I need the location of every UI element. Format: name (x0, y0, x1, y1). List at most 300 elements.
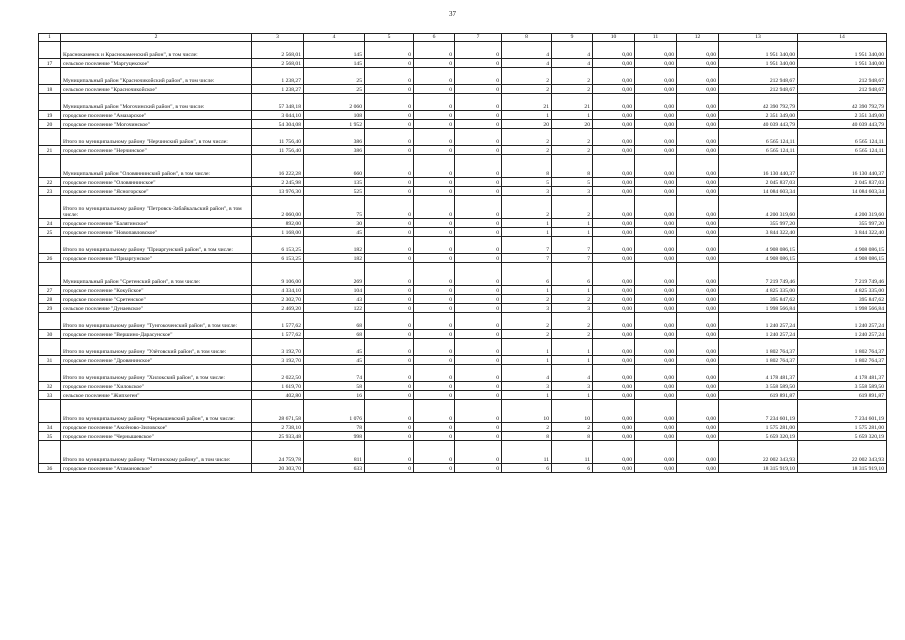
row-index-cell (39, 237, 61, 254)
value-cell: 1 577,62 (252, 330, 304, 339)
value-cell: 75 (304, 196, 365, 219)
value-cell: 0,00 (593, 304, 635, 313)
value-cell: 78 (304, 423, 365, 432)
value-cell: 0,00 (677, 356, 719, 365)
value-cell: 11 (552, 441, 593, 464)
value-cell: 0,00 (635, 313, 677, 330)
value-cell: 6 (502, 263, 552, 286)
value-cell: 0,00 (677, 391, 719, 400)
value-cell: 1 998 566,84 (719, 304, 798, 313)
value-cell: 0 (414, 295, 455, 304)
value-cell: 0,00 (635, 129, 677, 146)
value-cell: 0,00 (593, 196, 635, 219)
value-cell: 4 (552, 365, 593, 382)
value-cell: 0,00 (677, 219, 719, 228)
value-cell: 0,00 (593, 365, 635, 382)
value-cell: 1 575 281,00 (719, 423, 798, 432)
column-number-cell: 14 (798, 34, 887, 42)
value-cell: 1 802 764,37 (719, 356, 798, 365)
value-cell: 4 825 335,00 (719, 286, 798, 295)
value-cell: 0 (455, 254, 502, 263)
value-cell: 2 351 349,00 (798, 111, 887, 120)
value-cell: 6 (552, 263, 593, 286)
municipality-name-cell: Муниципальный район "Могочинский район", в том числе: (61, 94, 252, 111)
value-cell: 0,00 (635, 111, 677, 120)
value-cell: 0 (414, 286, 455, 295)
value-cell: 386 (304, 129, 365, 146)
municipality-name-cell: сельское поселение "Дунаевское" (61, 304, 252, 313)
value-cell: 7 219 749,46 (798, 263, 887, 286)
value-cell: 892,00 (252, 219, 304, 228)
municipality-name-cell: сельское поселение "Красночикойское" (61, 85, 252, 94)
value-cell: 0 (455, 219, 502, 228)
value-cell: 0,00 (593, 178, 635, 187)
value-cell: 0 (455, 304, 502, 313)
value-cell: 45 (304, 339, 365, 356)
value-cell: 1 (552, 219, 593, 228)
value-cell: 0 (414, 339, 455, 356)
value-cell: 108 (304, 111, 365, 120)
value-cell: 0,00 (593, 295, 635, 304)
value-cell: 7 (552, 254, 593, 263)
value-cell: 0,00 (635, 432, 677, 441)
value-cell: 0 (365, 68, 414, 85)
value-cell: 0 (455, 178, 502, 187)
table-row (39, 356, 887, 365)
municipality-name-cell: городское поселение "Нерчинское" (61, 146, 252, 155)
value-cell: 0,00 (677, 129, 719, 146)
value-cell: 0,00 (677, 441, 719, 464)
table-row (39, 330, 887, 339)
value-cell: 6 565 124,11 (719, 146, 798, 155)
table-row (39, 339, 887, 356)
value-cell: 2 (502, 330, 552, 339)
value-cell: 0 (414, 68, 455, 85)
value-cell: 1 168,00 (252, 228, 304, 237)
value-cell: 13 976,30 (252, 187, 304, 196)
municipality-name-cell: городское поселение "Чернышевское" (61, 432, 252, 441)
value-cell: 0 (414, 42, 455, 59)
value-cell: 0 (365, 59, 414, 68)
value-cell: 0 (365, 146, 414, 155)
row-index-cell: 29 (39, 304, 61, 313)
value-cell: 0 (365, 464, 414, 473)
table-row (39, 441, 887, 464)
value-cell: 1 951 340,00 (719, 42, 798, 59)
value-cell: 0 (414, 228, 455, 237)
value-cell: 0 (414, 263, 455, 286)
value-cell: 269 (304, 263, 365, 286)
value-cell: 2 469,20 (252, 304, 304, 313)
municipality-name-cell: Итого по муниципальному району "Чернышевский район", в том числе: (61, 400, 252, 423)
value-cell: 0,00 (677, 42, 719, 59)
value-cell: 0 (455, 146, 502, 155)
table-row (39, 68, 887, 85)
value-cell: 0 (365, 356, 414, 365)
value-cell: 0 (365, 228, 414, 237)
value-cell: 21 (502, 94, 552, 111)
value-cell: 0,00 (677, 304, 719, 313)
value-cell: 0 (365, 120, 414, 129)
value-cell: 4 825 335,00 (798, 286, 887, 295)
value-cell: 0,00 (677, 400, 719, 423)
value-cell: 0 (365, 295, 414, 304)
value-cell: 998 (304, 432, 365, 441)
municipality-name-cell: Итого по муниципальному району "Приаргунский район", в том числе: (61, 237, 252, 254)
value-cell: 14 084 603,34 (719, 187, 798, 196)
value-cell: 0,00 (635, 464, 677, 473)
value-cell: 0 (455, 295, 502, 304)
value-cell: 0 (365, 391, 414, 400)
value-cell: 212 948,67 (798, 68, 887, 85)
value-cell: 6 153,25 (252, 254, 304, 263)
municipality-name-cell: городское поселение "Кокуйское" (61, 286, 252, 295)
value-cell: 2 060,00 (252, 196, 304, 219)
column-number-cell: 5 (365, 34, 414, 42)
municipality-name-cell: Итого по муниципальному району "Петровск-Забайкальский район", в том числе: (61, 196, 252, 219)
value-cell: 0,00 (593, 94, 635, 111)
value-cell: 1 951 340,00 (798, 59, 887, 68)
value-cell: 0,00 (593, 263, 635, 286)
value-cell: 30 (304, 219, 365, 228)
value-cell: 2 245,98 (252, 178, 304, 187)
column-number-cell: 2 (61, 34, 252, 42)
value-cell: 0 (414, 382, 455, 391)
value-cell: 9 106,00 (252, 263, 304, 286)
value-cell: 0,00 (593, 85, 635, 94)
value-cell: 22 002 343,93 (798, 441, 887, 464)
row-index-cell: 20 (39, 120, 61, 129)
value-cell: 2 (552, 330, 593, 339)
value-cell: 1 238,27 (252, 85, 304, 94)
value-cell: 0 (455, 187, 502, 196)
value-cell: 0 (414, 219, 455, 228)
value-cell: 0,00 (593, 313, 635, 330)
value-cell: 11 756,40 (252, 146, 304, 155)
value-cell: 4 908 086,15 (798, 254, 887, 263)
value-cell: 0 (455, 432, 502, 441)
value-cell: 0 (414, 120, 455, 129)
municipality-name-cell: городское поселение "Аксёново-Зиловское" (61, 423, 252, 432)
row-index-cell: 19 (39, 111, 61, 120)
value-cell: 6 565 124,11 (798, 129, 887, 146)
row-index-cell (39, 129, 61, 146)
municipality-name-cell: городское поселение "Сретенское" (61, 295, 252, 304)
value-cell: 0,00 (677, 464, 719, 473)
value-cell: 0,00 (635, 178, 677, 187)
value-cell: 355 997,20 (719, 219, 798, 228)
value-cell: 0,00 (635, 286, 677, 295)
value-cell: 2 (502, 295, 552, 304)
value-cell: 43 (304, 295, 365, 304)
value-cell: 0,00 (593, 432, 635, 441)
value-cell: 0 (414, 196, 455, 219)
value-cell: 0 (365, 85, 414, 94)
value-cell: 16 130 440,37 (798, 155, 887, 178)
value-cell: 0 (455, 313, 502, 330)
municipality-name-cell: городское поселение "Хилокское" (61, 382, 252, 391)
value-cell: 1 998 566,84 (798, 304, 887, 313)
value-cell: 2 (552, 85, 593, 94)
value-cell: 3 844 322,40 (798, 228, 887, 237)
value-cell: 0,00 (593, 146, 635, 155)
value-cell: 16 222,28 (252, 155, 304, 178)
value-cell: 1 (502, 228, 552, 237)
row-index-cell: 22 (39, 178, 61, 187)
value-cell: 58 (304, 382, 365, 391)
column-number-cell: 1 (39, 34, 61, 42)
value-cell: 7 234 601,19 (719, 400, 798, 423)
value-cell: 10 (502, 400, 552, 423)
value-cell: 40 039 443,79 (798, 120, 887, 129)
value-cell: 0,00 (635, 228, 677, 237)
row-index-cell: 33 (39, 391, 61, 400)
value-cell: 525 (304, 187, 365, 196)
value-cell: 1 (502, 391, 552, 400)
value-cell: 18 315 919,10 (798, 464, 887, 473)
table-row (39, 313, 887, 330)
row-index-cell (39, 441, 61, 464)
value-cell: 0,00 (677, 85, 719, 94)
value-cell: 0,00 (593, 228, 635, 237)
row-index-cell (39, 313, 61, 330)
value-cell: 28 671,58 (252, 400, 304, 423)
value-cell: 0,00 (635, 365, 677, 382)
row-index-cell: 35 (39, 432, 61, 441)
value-cell: 0 (365, 155, 414, 178)
value-cell: 42 390 792,79 (719, 94, 798, 111)
value-cell: 0,00 (593, 391, 635, 400)
row-index-cell (39, 68, 61, 85)
municipality-name-cell: Краснокаменск и Краснокаменский район", в том числе: (61, 42, 252, 59)
value-cell: 1 619,70 (252, 382, 304, 391)
value-cell: 2 302,70 (252, 295, 304, 304)
value-cell: 0 (414, 400, 455, 423)
value-cell: 6 (552, 464, 593, 473)
value-cell: 24 759,78 (252, 441, 304, 464)
value-cell: 4 200 319,60 (798, 196, 887, 219)
value-cell: 5 659 320,19 (719, 432, 798, 441)
value-cell: 4 200 319,60 (719, 196, 798, 219)
value-cell: 619 891,87 (798, 391, 887, 400)
value-cell: 0,00 (635, 382, 677, 391)
row-index-cell (39, 263, 61, 286)
table-row (39, 432, 887, 441)
value-cell: 8 (502, 432, 552, 441)
value-cell: 5 659 320,19 (798, 432, 887, 441)
value-cell: 619 891,87 (719, 391, 798, 400)
value-cell: 386 (304, 146, 365, 155)
value-cell: 1 (552, 286, 593, 295)
table-header (39, 34, 887, 42)
column-number-cell: 4 (304, 34, 365, 42)
value-cell: 1 (552, 339, 593, 356)
value-cell: 0,00 (635, 146, 677, 155)
value-cell: 54 304,08 (252, 120, 304, 129)
value-cell: 16 130 440,37 (719, 155, 798, 178)
value-cell: 45 (304, 356, 365, 365)
value-cell: 0,00 (635, 254, 677, 263)
value-cell: 0 (365, 313, 414, 330)
value-cell: 8 (552, 155, 593, 178)
value-cell: 145 (304, 42, 365, 59)
column-number-cell: 7 (455, 34, 502, 42)
value-cell: 0 (455, 382, 502, 391)
value-cell: 2 (502, 146, 552, 155)
value-cell: 0 (414, 85, 455, 94)
row-index-cell (39, 155, 61, 178)
value-cell: 14 084 603,34 (798, 187, 887, 196)
value-cell: 25 (304, 85, 365, 94)
value-cell: 7 (502, 254, 552, 263)
value-cell: 0,00 (677, 196, 719, 219)
value-cell: 0 (414, 356, 455, 365)
value-cell: 1 (502, 356, 552, 365)
value-cell: 0 (365, 254, 414, 263)
municipality-name-cell: городское поселение "Новопавловское" (61, 228, 252, 237)
column-number-cell: 12 (677, 34, 719, 42)
value-cell: 0,00 (593, 129, 635, 146)
table-body (39, 42, 887, 473)
value-cell: 0,00 (635, 68, 677, 85)
value-cell: 0,00 (593, 120, 635, 129)
value-cell: 0,00 (635, 237, 677, 254)
value-cell: 1 238,27 (252, 68, 304, 85)
value-cell: 3 192,70 (252, 339, 304, 356)
value-cell: 0,00 (635, 423, 677, 432)
value-cell: 0,00 (635, 295, 677, 304)
value-cell: 7 219 749,46 (719, 263, 798, 286)
value-cell: 212 948,67 (719, 85, 798, 94)
value-cell: 0,00 (593, 68, 635, 85)
value-cell: 0 (414, 432, 455, 441)
value-cell: 0 (455, 400, 502, 423)
table-row (39, 423, 887, 432)
value-cell: 2 568,01 (252, 42, 304, 59)
value-cell: 0 (365, 400, 414, 423)
table-row (39, 286, 887, 295)
value-cell: 0 (414, 254, 455, 263)
municipality-name-cell: Итого по муниципальному району "Тунгокоченский район", в том числе: (61, 313, 252, 330)
value-cell: 2 022,50 (252, 365, 304, 382)
value-cell: 0,00 (593, 237, 635, 254)
value-cell: 0 (455, 85, 502, 94)
value-cell: 0 (455, 228, 502, 237)
value-cell: 0,00 (593, 441, 635, 464)
value-cell: 0,00 (677, 286, 719, 295)
table-row (39, 228, 887, 237)
municipality-name-cell: Муниципальный район "Красночикойский район", в том числе: (61, 68, 252, 85)
table-row (39, 382, 887, 391)
value-cell: 2 060 (304, 94, 365, 111)
value-cell: 0,00 (593, 356, 635, 365)
value-cell: 42 390 792,79 (798, 94, 887, 111)
value-cell: 4 908 086,15 (719, 254, 798, 263)
value-cell: 0,00 (635, 155, 677, 178)
value-cell: 3 (502, 382, 552, 391)
value-cell: 0,00 (635, 304, 677, 313)
value-cell: 0 (365, 330, 414, 339)
value-cell: 0,00 (635, 330, 677, 339)
value-cell: 0,00 (677, 313, 719, 330)
municipality-name-cell: Муниципальный район "Сретенский район", в том числе: (61, 263, 252, 286)
value-cell: 3 844 322,40 (719, 228, 798, 237)
value-cell: 1 575 281,00 (798, 423, 887, 432)
row-index-cell: 21 (39, 146, 61, 155)
table-row (39, 304, 887, 313)
value-cell: 6 565 124,11 (798, 146, 887, 155)
value-cell: 0,00 (593, 382, 635, 391)
value-cell: 0 (455, 129, 502, 146)
row-index-cell: 34 (39, 423, 61, 432)
value-cell: 0 (455, 464, 502, 473)
value-cell: 0,00 (635, 59, 677, 68)
value-cell: 2 (502, 85, 552, 94)
value-cell: 2 (502, 313, 552, 330)
municipality-name-cell: сельское поселение "Жипхеген" (61, 391, 252, 400)
value-cell: 0 (365, 263, 414, 286)
value-cell: 0 (414, 423, 455, 432)
value-cell: 1 (502, 219, 552, 228)
value-cell: 0 (414, 146, 455, 155)
value-cell: 0,00 (593, 187, 635, 196)
page-number: 37 (449, 10, 456, 18)
value-cell: 4 (552, 42, 593, 59)
table-row (39, 85, 887, 94)
table-row (39, 94, 887, 111)
value-cell: 25 (304, 68, 365, 85)
value-cell: 0 (365, 304, 414, 313)
value-cell: 0,00 (677, 94, 719, 111)
value-cell: 3 (502, 187, 552, 196)
value-cell: 182 (304, 254, 365, 263)
table-row (39, 129, 887, 146)
table-row (39, 219, 887, 228)
value-cell: 0,00 (593, 339, 635, 356)
value-cell: 20 303,70 (252, 464, 304, 473)
value-cell: 1 (552, 391, 593, 400)
column-number-cell: 3 (252, 34, 304, 42)
value-cell: 21 (552, 94, 593, 111)
row-index-cell: 28 (39, 295, 61, 304)
value-cell: 0 (365, 286, 414, 295)
value-cell: 0 (455, 339, 502, 356)
row-index-cell: 23 (39, 187, 61, 196)
value-cell: 4 178 481,37 (719, 365, 798, 382)
value-cell: 18 315 919,10 (719, 464, 798, 473)
table-row (39, 464, 887, 473)
value-cell: 25 933,48 (252, 432, 304, 441)
municipality-name-cell: городское поселение "Оловяннинское" (61, 178, 252, 187)
value-cell: 0 (414, 391, 455, 400)
row-index-cell (39, 42, 61, 59)
value-cell: 0 (414, 178, 455, 187)
row-index-cell: 36 (39, 464, 61, 473)
value-cell: 0,00 (677, 254, 719, 263)
row-index-cell: 31 (39, 356, 61, 365)
value-cell: 0,00 (677, 330, 719, 339)
value-cell: 0 (365, 423, 414, 432)
value-cell: 0 (414, 313, 455, 330)
value-cell: 212 948,67 (798, 85, 887, 94)
value-cell: 0,00 (677, 295, 719, 304)
municipality-name-cell: городское поселение "Амазарское" (61, 111, 252, 120)
value-cell: 0 (365, 441, 414, 464)
value-cell: 0 (455, 120, 502, 129)
value-cell: 1 802 764,37 (719, 339, 798, 356)
value-cell: 0 (455, 330, 502, 339)
row-index-cell: 27 (39, 286, 61, 295)
